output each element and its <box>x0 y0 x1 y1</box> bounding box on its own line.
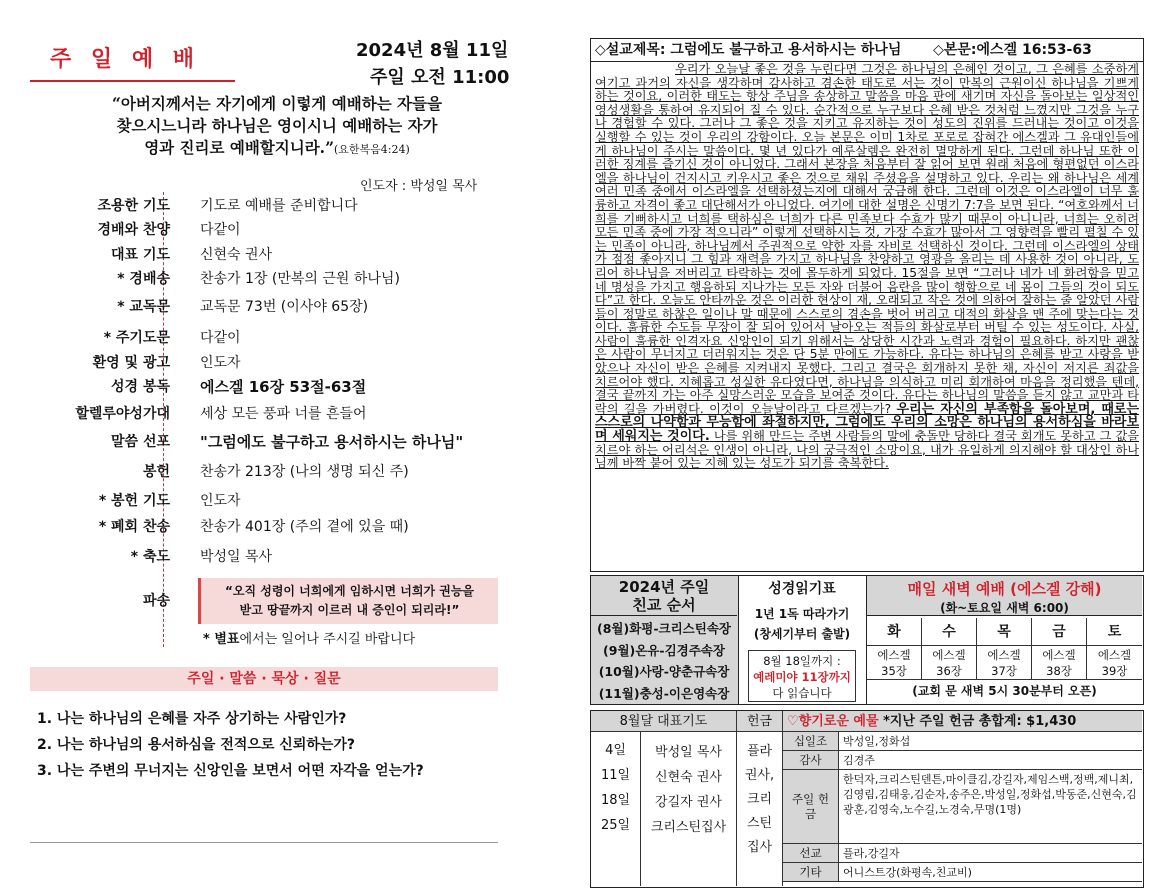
prayer-date: 4일 <box>605 743 626 758</box>
dawn-chapter: 36장 <box>936 664 962 678</box>
sermon-emphasis: 우리는 자신의 부족함을 돌아보며, 때로는 스스로의 나약함과 무능함에 좌절하지만, 그럼에도 우리의 소망은 하나님의 용서하심을 바라보며 세워지는 것이다. <box>595 401 1140 445</box>
prayer-name: 크리스틴집사 <box>650 820 727 835</box>
dawn-chapter: 39장 <box>1101 664 1128 678</box>
order-value: "그럼에도 불구하고 용서하시는 하나님" <box>200 433 464 451</box>
verse-line-3: 영과 진리로 예배할지니라.” <box>144 138 334 157</box>
service-title: 주 일 예 배 <box>50 47 200 72</box>
order-row <box>30 296 500 318</box>
question-3: 3. 나는 주변의 무너지는 신앙인을 보면서 어떤 자각을 얻는가? <box>37 763 424 779</box>
order-label: * 봉헌 기도 <box>98 493 170 509</box>
order-label: 봉헌 <box>142 464 170 480</box>
offering-list <box>783 732 1142 886</box>
prayer-title: 8월달 대표기도 <box>591 711 737 732</box>
bottom-rule <box>30 842 498 843</box>
schedule-title <box>591 576 737 616</box>
vertical-text: 크리 <box>746 792 773 807</box>
order-label: 대표 기도 <box>111 247 170 263</box>
offering-header <box>783 711 1142 732</box>
verse-line-2: 찾으시느니라 하나님은 영이시니 예배하는 자가 <box>116 116 438 135</box>
verse-reference: (요한복음4:24) <box>334 143 410 156</box>
dawn-subtitle: (화~토요일 새벽 6:00) <box>940 601 1069 615</box>
prayer-name: 강길자 권사 <box>655 795 722 810</box>
sending-line-2: 받고 땅끝까지 이르러 내 증인이 되리라!” <box>239 603 460 617</box>
dawn-chapter-cell <box>1032 646 1087 680</box>
order-value: 다같이 <box>200 222 241 238</box>
schedule-title-1: 2024년 주일 <box>618 578 710 596</box>
offering-header-red: 향기로운 예물 <box>798 714 879 729</box>
reading-note-2: 예레미야 11장까지 <box>753 670 851 684</box>
prayer-date: 11일 <box>600 768 631 783</box>
offering-row-value: 어니스트강(화평속,친교비) <box>839 863 1142 882</box>
order-value: 에스겔 16장 53절-63절 <box>200 378 367 396</box>
dawn-chapter: 37장 <box>991 664 1017 678</box>
dawn-book: 에스겔 <box>877 648 911 662</box>
order-row <box>30 268 500 290</box>
offering-title: 헌금 <box>737 711 783 732</box>
leader-label: 인도자 : 박성일 목사 <box>360 179 478 194</box>
reading-plan <box>739 604 865 644</box>
order-value: 신현숙 권사 <box>200 247 273 263</box>
order-row <box>30 403 500 425</box>
prayer-date: 25일 <box>600 818 631 833</box>
dawn-title: 매일 새벽 예배 (에스겔 강해) <box>907 580 1102 598</box>
questions-title: 주일 · 말씀 · 묵상 · 질문 <box>30 667 498 691</box>
order-row <box>30 376 500 398</box>
schedule-title-2: 친교 순서 <box>632 596 696 614</box>
dawn-day: 화 <box>867 618 922 646</box>
offering-total: *지난 주일 헌금 총합계: $1,430 <box>883 714 1077 729</box>
order-label: 파송 <box>142 593 170 609</box>
dawn-book: 에스겔 <box>932 648 966 662</box>
order-label: 경배와 찬양 <box>97 222 170 238</box>
order-label: 성경 봉독 <box>111 379 170 395</box>
order-label: 할렐루야성가대 <box>75 406 170 422</box>
offering-row-value: 한덕자,크리스틴덴튼,마이클김,강길자,제임스백,정백,제니최,김영림,김태웅,김순자,송주은,박성일,정화섭,박동준,신현숙,김광훈,김영숙,노수길,노경숙,무명(1명) <box>839 770 1142 844</box>
prayer-dates <box>591 732 641 886</box>
order-row <box>30 352 500 374</box>
dawn-book: 에스겔 <box>987 648 1021 662</box>
stand-mark: * 별표 <box>203 632 240 647</box>
vertical-text: 플라 <box>746 744 773 759</box>
prayer-names <box>641 732 737 886</box>
dawn-header <box>867 576 1142 616</box>
order-value: 인도자 <box>200 493 241 509</box>
sermon-box <box>590 38 1144 572</box>
order-row <box>30 195 500 217</box>
order-row <box>30 461 500 483</box>
order-row <box>30 327 500 349</box>
dawn-book: 에스겔 <box>1097 648 1132 662</box>
order-value: 기도로 예배를 준비합니다 <box>200 198 358 214</box>
sending-line-1: “오직 성령이 너희에게 임하시면 너희가 권능을 <box>224 584 475 598</box>
prayer-name: 박성일 목사 <box>655 745 722 760</box>
order-label: * 경배송 <box>117 271 170 287</box>
schedule-item: (8월)화평-크리스틴속장 <box>597 621 731 636</box>
order-value: 찬송가 213장 (나의 생명 되신 주) <box>200 464 409 480</box>
reading-note-3: 다 읽습니다 <box>772 686 832 700</box>
order-value: 다같이 <box>200 330 241 346</box>
sermon-text-label: ◇본문: <box>933 42 977 58</box>
dawn-book: 에스겔 <box>1042 648 1076 662</box>
reading-note-1: 8월 18일까지 : <box>763 654 841 668</box>
verse-line-1: “아버지께서는 자기에게 이렇게 예배하는 자들을 <box>112 94 442 113</box>
dawn-chapter: 35장 <box>881 664 907 678</box>
reading-line-2: (창세기부터 출발) <box>753 627 851 641</box>
dawn-day: 금 <box>1032 618 1087 646</box>
reading-line-1: 1년 1독 따라가기 <box>754 607 850 621</box>
dawn-chapter-cell <box>1087 646 1142 680</box>
question-1: 1. 나는 하나님의 은혜를 자주 상기하는 사람인가? <box>37 711 347 727</box>
dawn-chapter-cell <box>867 646 922 680</box>
dawn-day: 수 <box>922 618 977 646</box>
offering-row-value: 박성일,정화섭 <box>839 732 1142 751</box>
order-label: * 축도 <box>130 549 170 565</box>
sermon-title: 그럼에도 불구하고 용서하시는 하나님 <box>670 42 902 58</box>
sending-verse-box <box>198 578 498 624</box>
info-panel <box>590 575 1144 705</box>
order-label: * 주기도문 <box>103 330 170 346</box>
order-value: 인도자 <box>200 355 241 371</box>
sermon-closing: 나를 위해 만드는 주변 사람들의 말에 충돌만 당하다 결국 회개도 못하고 그 값을 치르야 하는 어리석은 인생이 아니라, 나의 궁극적인 소망이요, 내가 유일하게 의지해야 할 대상인 하나님께 바짝 붙어 있는 지혜 있는 성도가 되기를 축복한다. <box>595 429 1139 471</box>
prayer-offering-panel <box>590 710 1144 888</box>
stand-text: 에서는 일어나 주시길 바랍니다 <box>239 632 416 647</box>
order-label: 말씀 선포 <box>111 434 170 450</box>
order-value: 교독문 73번 (이사야 65장) <box>200 299 369 315</box>
dawn-day: 토 <box>1087 618 1142 646</box>
schedule-list <box>591 618 737 704</box>
dawn-service <box>867 576 1142 704</box>
vertical-text: 스틴 <box>746 816 773 831</box>
schedule-item: (11월)충성-이은영속장 <box>598 685 730 701</box>
order-row <box>30 431 500 453</box>
question-2: 2. 나는 하나님의 용서하심을 전적으로 신뢰하는가? <box>37 737 356 753</box>
order-row <box>30 546 500 568</box>
title-underline <box>30 80 235 82</box>
bible-reading <box>739 576 867 704</box>
dawn-chapter-cell <box>977 646 1032 680</box>
sermon-header <box>591 39 1143 62</box>
offering-row-value: 플라,강길자 <box>839 844 1142 863</box>
sermon-text-ref: 에스겔 16:53-63 <box>976 42 1092 58</box>
order-row <box>30 490 500 512</box>
order-value: 세상 모든 풍파 너를 흔들어 <box>200 406 367 422</box>
theme-verse <box>62 93 492 161</box>
sermon-title-label: ◇설교제목: <box>595 42 666 58</box>
heart-icon: ♡ <box>787 714 799 729</box>
order-row <box>30 244 500 266</box>
offering-row-value: 김경주 <box>839 751 1142 770</box>
schedule-item: (10월)사랑-양춘규속장 <box>598 664 730 679</box>
service-date: 2024년 8월 11일 <box>356 40 509 61</box>
vertical-text: 집사 <box>746 840 773 855</box>
fellowship-schedule <box>591 576 739 704</box>
order-label: 환영 및 광고 <box>92 355 170 371</box>
order-value: 박성일 목사 <box>200 549 273 565</box>
dawn-day: 목 <box>977 618 1032 646</box>
verse-line-3-wrap <box>62 137 492 161</box>
order-row <box>30 516 500 538</box>
dawn-chapter: 38장 <box>1046 664 1072 678</box>
sermon-body <box>591 62 1143 569</box>
order-label: * 폐회 찬송 <box>98 519 170 535</box>
dawn-chapter-cell <box>922 646 977 680</box>
vertical-text: 권사, <box>744 768 775 783</box>
order-row <box>30 219 500 241</box>
offering-vertical <box>737 732 783 886</box>
prayer-name: 신현숙 권사 <box>655 770 722 785</box>
service-time: 주일 오전 11:00 <box>370 67 510 88</box>
offering-row-label: 십일조 <box>783 732 839 751</box>
offering-row-label: 기타 <box>783 863 839 882</box>
order-label: * 교독문 <box>117 299 170 315</box>
offering-row-label: 선교 <box>783 844 839 863</box>
reading-note <box>748 650 856 702</box>
order-value: 찬송가 401장 (주의 곁에 있을 때) <box>200 519 409 535</box>
stand-note <box>203 628 415 647</box>
offering-row-label: 감사 <box>783 751 839 770</box>
dawn-note: (교회 문 새벽 5시 30분부터 오픈) <box>912 684 1097 698</box>
sermon-paragraph: 우리가 오늘날 좋은 것을 누린다면 그것은 하나님의 은혜인 것이고, 그 은혜를 소중하게 여기고 과거의 자신을 생각하며 감사하고 겸손한 태도로 서는 것이 만복의 근원이신 하나님을 기쁘게 하는 것이요, 이러한 태도는 항상 주님을 송상하고 말씀을 마음 판에 새기며 자신을 돌아보는 일상적인 영성생활을 통하여 유지되어 질 수 있다. 순간적으로 누구보다 은혜 받은 것처럼 느꼈지만 그것을 누구나 경험할 수 있다. 그러나 그 좋은 것을 지키고 유지하는 것이 성도의 진위를 드러내는 것이고 이것을 실행할 수 있는 것이 우리의 강함이다. 오늘 본문은 이미 1차로 포로로 잡혀간 에스겔과 그 유대인들에게 하나님이 주시는 말씀이다. 몇 년 있다가 예루살렘은 완전히 멸망하게 된다. 그런데 하나님 또한 이러한 징계를 즐기신 것이 아니었다. 그래서 본장을 처음부터 잘 읽어 보면 원래 처음에 형편없던 이스라엘을 하나님이 건지시고 키우시고 좋은 것으로 채워 주셨음을 설명하고 있다. 우리는 왜 하나님은 세계 여러 민족 중에서 이스라엘을 선택하셨는지에 대해서 궁금해 한다. 그런데 이것은 이스라엘이 너무 훌륭하고 자격이 좋고 대단해서가 아니었다. 여기에 대한 설명은 신명기 7:7을 보면 된다. “여호와께서 너희를 기뻐하시고 너희를 택하심은 너희가 다른 민족보다 수효가 많기 때문이 아니니라, 너희는 오히려 모든 민족 중에 가장 적으니라” 이렇게 선택하시는 것, 가장 수효가 많아서 그 영향력을 빨리 펼칠 수 있는 민족이 아니라, 하나님께서 주권적으로 약한 자를 자비로 선택하신 것이다. 그런데 이스라엘의 상태가 점점 좋아지니 그 힘과 재력을 가지고 하나님을 찬양하고 영광을 올리는 데 사용한 것이 아니라, 도리어 하나님을 저버리고 타락하는 것에 몰두하게 되었다. 15절을 보면 “그러나 네가 네 화려함을 믿고 네 명성을 가지고 행음하되 지나가는 모든 자와 더불어 음란을 많이 행함으로 네 몸이 그들의 것이 되도다”고 한다. 오늘도 안타까운 것은 이러한 현상이 재, 오래되고 작은 것에 의하여 잘하는 줄 알았던 사람들이 정말로 하찮은 일이나 말 때문에 스스로의 겸손을 벗어 버리고 대적의 화살을 맨 주에 맞는다는 것이다. 훌륭한 수도들 무장이 잘 되어 있어서 날아오는 적들의 화살로부터 버틸 수 있는 성도이다. 사실, 사람이 훌륭한 인격자요 신앙인이 되기 위해서는 상당한 시간과 노력과 경험이 필요하다. 하지만 괜찮은 사람이 무너지고 더러워지는 것은 단 5분 만에도 가능하다. 유다는 하나님의 은혜를 받고 사랑을 받았으나 자신이 받은 은혜를 지켜내지 못했다. 그리고 결국은 회개하지 못한 채, 자신이 저지른 죄값을 치르어야 했다. 지혜롭고 성실한 유다였다면, 하나님을 의식하고 미리 회개하여 마음을 정리했을 텐데, 결국 끝까지 가는 아주 실망스러운 모습을 보여준 것이다. 유다는 하나님의 말씀을 듣지 않고 교만과 타락의 길을 가버렸다. 이것이 오늘날이라고 다르겠는가? <box>595 62 1139 416</box>
order-value: 찬송가 1장 (만복의 근원 하나님) <box>200 271 400 287</box>
reading-title: 성경읽기표 <box>768 581 836 597</box>
prayer-date: 18일 <box>600 793 631 808</box>
order-label: 조용한 기도 <box>97 198 170 214</box>
offering-row-label: 주일 헌금 <box>783 770 839 844</box>
schedule-item: (9월)온유-김경주속장 <box>603 642 725 658</box>
